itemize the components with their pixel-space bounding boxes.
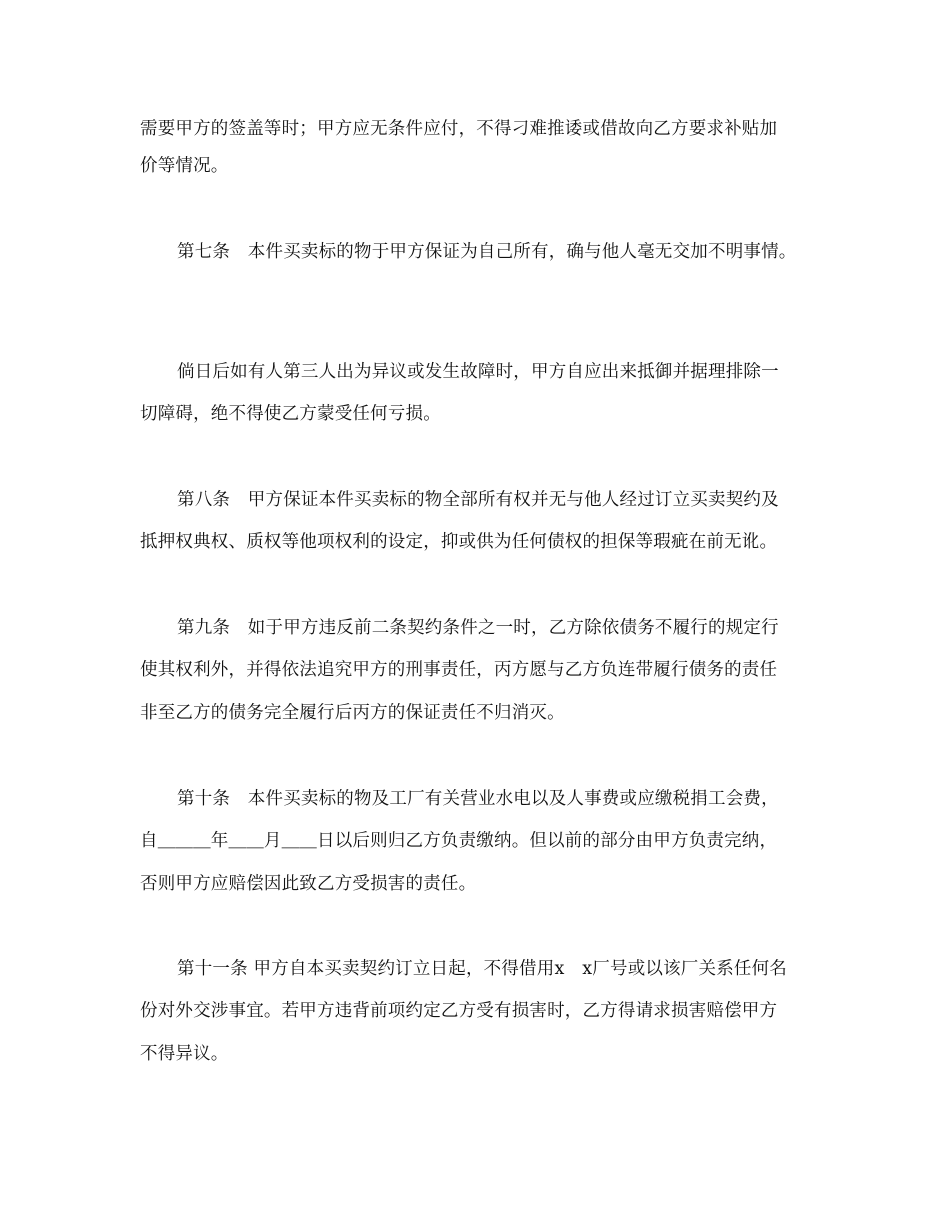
paragraph-line: 价等情况。 <box>140 156 229 176</box>
paragraph-line: 倘日后如有人第三人出为异议或发生故障时，甲方自应出来抵御并据理排除一 <box>177 362 779 382</box>
article-8-line: 第八条 甲方保证本件买卖标的物全部所有权并无与他人经过订立买卖契约及 <box>177 490 779 510</box>
paragraph-line: 需要甲方的签盖等时；甲方应无条件应付，不得刁难推诿或借故向乙方要求补贴加 <box>140 119 778 139</box>
paragraph-line: 使其权利外，并得依法追究甲方的刑事责任，丙方愿与乙方负连带履行债务的责任 <box>140 660 778 680</box>
paragraph-line: 切障碍，绝不得使乙方蒙受任何亏损。 <box>140 404 441 424</box>
paragraph-line: 不得异议。 <box>140 1044 229 1064</box>
paragraph-line: 否则甲方应赔偿因此致乙方受损害的责任。 <box>140 874 477 894</box>
article-9-line: 第九条 如于甲方违反前二条契约条件之一时，乙方除依债务不履行的规定行 <box>177 618 779 638</box>
paragraph-line: 抵押权典权、质权等他项权利的设定，抑或供为任何债权的担保等瑕疵在前无讹。 <box>140 532 778 552</box>
article-7-line: 第七条 本件买卖标的物于甲方保证为自己所有，确与他人毫无交加不明事情。 <box>177 242 797 262</box>
article-10-line: 第十条 本件买卖标的物及工厂有关营业水电以及人事费或应缴税捐工会费， <box>177 789 779 809</box>
paragraph-line: 非至乙方的债务完全履行后丙方的保证责任不归消灭。 <box>140 703 565 723</box>
article-11-line: 第十一条 甲方自本买卖契约订立日起，不得借用x x厂号或以该厂关系任何名 <box>177 959 787 979</box>
paragraph-line: 自＿＿＿年＿＿月＿＿日以后则归乙方负责缴纳。但以前的部分由甲方负责完纳， <box>140 831 778 851</box>
paragraph-line: 份对外交涉事宜。若甲方违背前项约定乙方受有损害时，乙方得请求损害赔偿甲方 <box>140 1001 778 1021</box>
